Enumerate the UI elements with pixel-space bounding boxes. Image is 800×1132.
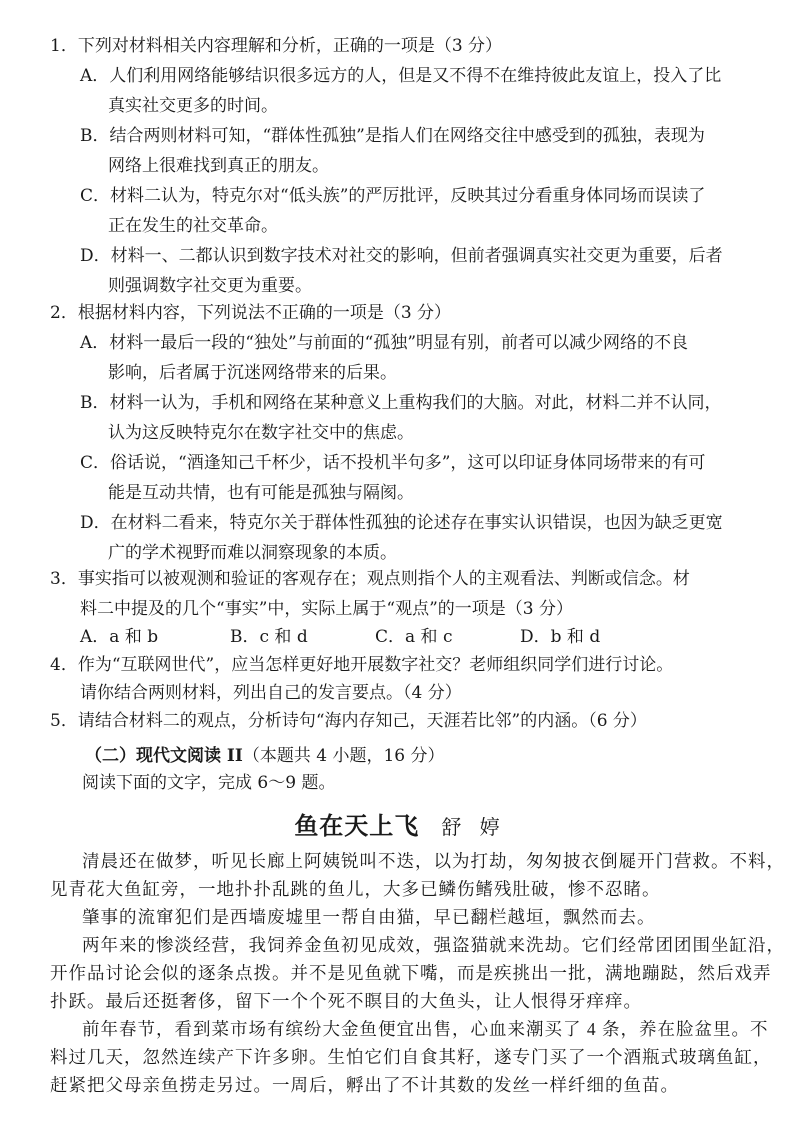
q2-option-d-cont: 广的学术视野而难以洞察现象的本质。: [108, 543, 397, 563]
article-paragraph-1: 清晨还在做梦，听见长廊上阿姨锐叫不迭，以为打劫，匆匆披衣倒屣开门营救。不料，: [82, 851, 785, 871]
q3-options: [80, 624, 600, 650]
article-paragraph-4: 前年春节，看到菜市场有缤纷大金鱼便宜出售，心血来潮买了 4 条，养在脸盆里。不: [82, 1019, 769, 1039]
q1-option-c: C．材料二认为，特克尔对“低头族”的严厉批评，反映其过分看重身体同场而误读了: [80, 186, 706, 206]
q4-stem: 4．作为“互联网世代”，应当怎样更好地开展数字社交？老师组织同学们进行讨论。: [50, 655, 674, 675]
q2-option-c: C．俗话说，“酒逢知己千杯少，话不投机半句多”，这可以印证身体同场带来的有可: [80, 453, 706, 473]
article-paragraph-2: 肇事的流窜犯们是西墙废墟里一帮自由猫，早已翻栏越垣，飘然而去。: [82, 907, 656, 927]
section-heading-note: （本题共 4 小题，16 分）: [242, 746, 445, 766]
article-paragraph-3-cont1: 开作品讨论会似的逐条点拨。并不是见鱼就下嘴，而是疾挑出一批，满地蹦跶，然后戏弄: [50, 963, 772, 983]
q2-option-b-cont: 认为这反映特克尔在数字社交中的焦虑。: [108, 423, 414, 443]
article-paragraph-4-cont1: 料过几天，忽然连续产下许多卵。生怕它们自食其籽，遂专门买了一个酒瓶式玻璃鱼缸，: [50, 1047, 772, 1067]
q5-stem: 5．请结合材料二的观点，分析诗句“海内存知己，天涯若比邻”的内涵。（6 分）: [50, 711, 647, 731]
q1-option-a-cont: 真实社交更多的时间。: [108, 96, 278, 116]
article-paragraph-3: 两年来的惨淡经营，我饲养金鱼初见成效，强盗猫就来洗劫。它们经常团团围坐缸沿，: [82, 935, 785, 955]
q3-option-d: D．b 和 d: [520, 627, 601, 647]
q2-option-c-cont: 能是互动共情，也有可能是孤独与隔阂。: [108, 483, 414, 503]
q4-stem-cont: 请你结合两则材料，列出自己的发言要点。（4 分）: [80, 683, 462, 703]
article-title: 鱼在天上飞: [294, 811, 420, 840]
q2-option-b: B．材料一认为，手机和网络在某种意义上重构我们的大脑。对此，材料二并不认同，: [80, 393, 722, 413]
q3-option-a: A．a 和 b: [80, 627, 159, 647]
q2-option-d: D．在材料二看来，特克尔关于群体性孤独的论述存在事实认识错误，也因为缺乏更宽: [80, 513, 723, 533]
q2-option-a: A．材料一最后一段的“独处”与前面的“孤独”明显有别，前者可以减少网络的不良: [80, 333, 689, 353]
section-instruction: 阅读下面的文字，完成 6～9 题。: [82, 773, 336, 793]
article-paragraph-3-cont2: 扑跃。最后还挺奢侈，留下一个个死不瞑目的大鱼头，让人恨得牙痒痒。: [50, 991, 642, 1011]
article-author: 舒 婷: [441, 815, 506, 839]
q3-option-c: C．a 和 c: [375, 627, 453, 647]
q3-stem: 3．事实指可以被观测和验证的客观存在；观点则指个人的主观看法、判断或信念。材: [50, 569, 690, 589]
q1-option-d: D．材料一、二都认识到数字技术对社交的影响，但前者强调真实社交更为重要，后者: [80, 246, 723, 266]
article-paragraph-4-cont2: 赶紧把父母亲鱼捞走另过。一周后，孵出了不计其数的发丝一样纤细的鱼苗。: [50, 1075, 679, 1095]
section-heading: [85, 743, 445, 769]
q1-option-c-cont: 正在发生的社交革命。: [108, 216, 278, 236]
q3-option-b: B．c 和 d: [230, 627, 308, 647]
q1-stem: 1．下列对材料相关内容理解和分析，正确的一项是（3 分）: [50, 36, 503, 56]
q1-option-b-cont: 网络上很难找到真正的朋友。: [108, 156, 329, 176]
article-title-line: [0, 810, 800, 843]
q1-option-b: B．结合两则材料可知，“群体性孤独”是指人们在网络交往中感受到的孤独，表现为: [80, 126, 705, 146]
q3-stem-cont: 料二中提及的几个“事实”中，实际上属于“观点”的一项是（3 分）: [80, 599, 573, 619]
q1-option-d-cont: 则强调数字社交更为重要。: [108, 276, 312, 296]
q2-stem: 2．根据材料内容，下列说法不正确的一项是（3 分）: [50, 303, 452, 323]
q2-option-a-cont: 影响，后者属于沉迷网络带来的后果。: [108, 363, 397, 383]
article-paragraph-1-cont: 见青花大鱼缸旁，一地扑扑乱跳的鱼儿，大多已鳞伤鳍残肚破，惨不忍睹。: [50, 879, 661, 899]
section-heading-title: （二）现代文阅读 II: [85, 746, 243, 766]
q1-option-a: A．人们利用网络能够结识很多远方的人，但是又不得不在维持彼此友谊上，投入了比: [80, 66, 722, 86]
